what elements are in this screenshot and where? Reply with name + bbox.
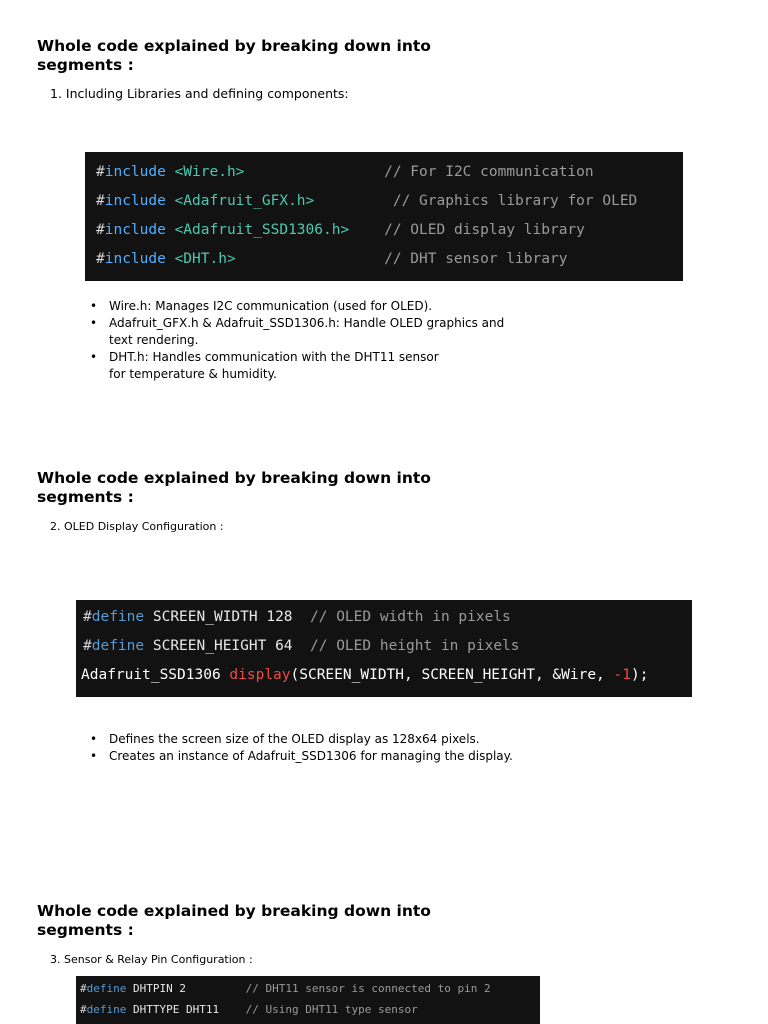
code-line: #define SCREEN_WIDTH 128 // OLED width in pixels [83,609,511,625]
section-2-step: 2. OLED Display Configuration : [50,520,224,533]
section-1-bullets [90,298,530,383]
list-item: • Adafruit_GFX.h & Adafruit_SSD1306.h: Handle OLED graphics and text rendering. [90,315,530,349]
code-block-includes [85,152,683,281]
section-2-heading: Whole code explained by breaking down into segments : [37,469,431,506]
code-block-pin-config [76,976,540,1024]
code-line: #define DHTTYPE DHT11 // Using DHT11 type sensor [80,1003,418,1016]
code-line: #define DHTPIN 2 // DHT11 sensor is connected to pin 2 [80,982,491,995]
section-3-heading: Whole code explained by breaking down into segments : [37,902,431,939]
code-line: #include <Adafruit_GFX.h> // Graphics library for OLED [96,193,638,209]
list-item: • Creates an instance of Adafruit_SSD1306 for managing the display. [90,748,550,765]
list-item: • Wire.h: Manages I2C communication (used for OLED). [90,298,530,315]
code-line: #include <Adafruit_SSD1306.h> // OLED display library [96,222,585,238]
section-1-step: 1. Including Libraries and defining components: [50,86,349,101]
code-line: #define SCREEN_HEIGHT 64 // OLED height in pixels [83,638,520,654]
code-line: #include <DHT.h> // DHT sensor library [96,251,568,267]
code-block-oled-config [76,600,692,697]
list-item: • DHT.h: Handles communication with the DHT11 sensor for temperature & humidity. [90,349,449,383]
code-line: #include <Wire.h> // For I2C communication [96,164,594,180]
section-2-bullets [90,731,550,765]
code-line: Adafruit_SSD1306 display(SCREEN_WIDTH, SCREEN_HEIGHT, &Wire, -1); [81,667,649,683]
list-item: • Defines the screen size of the OLED display as 128x64 pixels. [90,731,550,748]
section-3-step: 3. Sensor & Relay Pin Configuration : [50,953,253,966]
section-1-heading: Whole code explained by breaking down into segments : [37,37,431,74]
